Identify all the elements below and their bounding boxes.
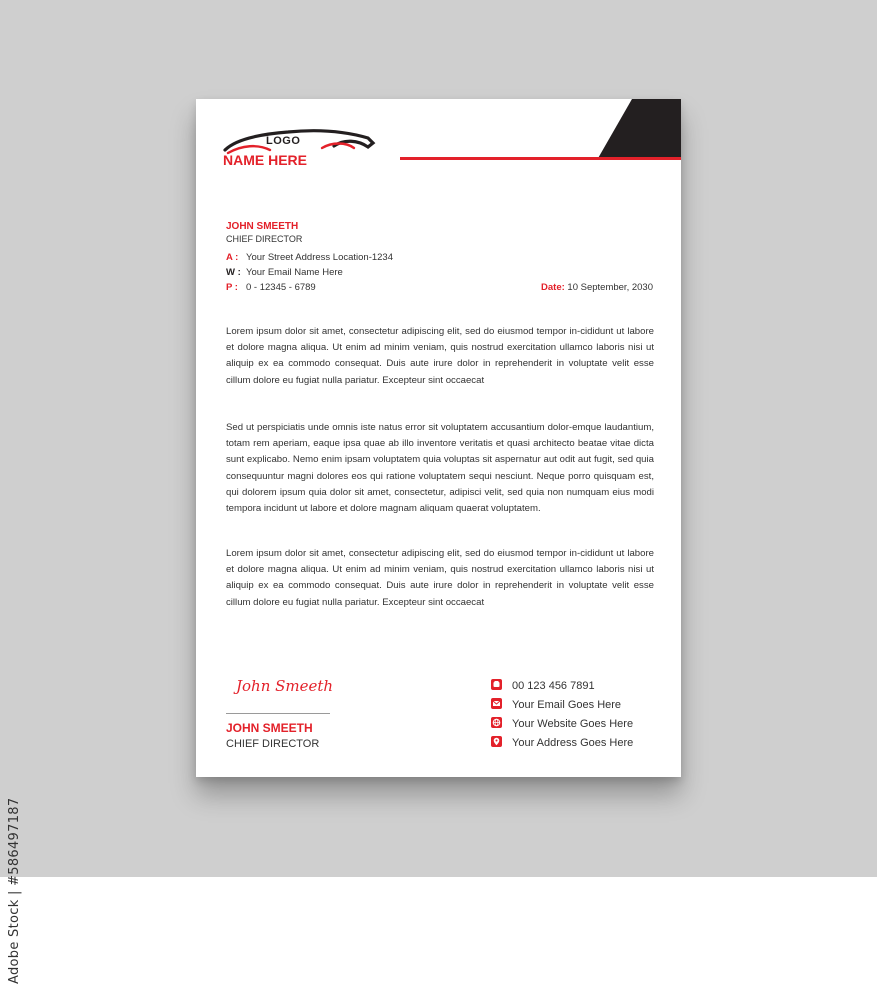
sender-title: CHIEF DIRECTOR: [226, 234, 303, 244]
contact-address: [491, 736, 633, 749]
contact-phone-text: 00 123 456 7891: [512, 680, 595, 692]
sender-name: JOHN SMEETH: [226, 221, 299, 232]
contact-phone: [491, 679, 595, 692]
phone-value: 0 - 12345 - 6789: [246, 282, 316, 293]
body-paragraph: Sed ut perspiciatis unde omnis iste natus error sit voluptatem accusantium dolor-emque laudantium, totam rem aperiam, eaque ipsa quae ab illo inventore veritatis et quasi architecto beatae vitae dicta sunt explicabo. Nemo enim ipsam voluptatem quia voluptas sit aspernatur aut odit aut fugit, sed quia consequuntur magni dolores eos qui ratione voluptatem sequi nesciunt. Neque porro quisquam est, qui dolorem ipsum quia dolor sit amet, consectetur, adipisci velit, sed quia non numquam eius modi tempora incidunt ut labore et dolore magnam aliquam quaerat voluptatem.: [226, 422, 654, 515]
web-value: Your Email Name Here: [246, 267, 343, 278]
contact-website-text: Your Website Goes Here: [512, 718, 634, 730]
address-row: [226, 252, 393, 263]
location-pin-icon: [491, 736, 502, 747]
web-row: [226, 267, 343, 278]
logo-top-text: LOGO: [266, 135, 301, 147]
signature-name: JOHN SMEETH: [226, 721, 313, 735]
address-key: A :: [226, 252, 239, 263]
header-corner-shape: [597, 99, 681, 160]
letter-date: [541, 282, 653, 293]
web-key: W :: [226, 267, 241, 278]
contact-address-text: Your Address Goes Here: [512, 737, 634, 749]
contact-email-text: Your Email Goes Here: [512, 699, 622, 711]
phone-key: P :: [226, 282, 238, 293]
stock-id-label: Adobe Stock | #586497187: [7, 797, 22, 984]
logo-name-text: NAME HERE: [223, 152, 308, 168]
signature-line: [226, 713, 330, 714]
address-value: Your Street Address Location-1234: [246, 252, 393, 263]
signature-title: CHIEF DIRECTOR: [226, 738, 320, 750]
phone-icon: [491, 679, 502, 690]
letterhead-sheet: [196, 99, 681, 777]
handwritten-signature: John Smeeth: [236, 677, 334, 695]
header-accent-line: [400, 157, 681, 160]
body-paragraph: Lorem ipsum dolor sit amet, consectetur adipiscing elit, sed do eiusmod tempor in-cididunt ut labore et dolore magna aliqua. Ut enim ad minim veniam, quis nostrud exercitation ullamco laboris nisi ut aliquip ex ea commodo consequat. Duis aute irure dolor in reprehenderit in voluptate velit esse cillum dolore eu fugiat nulla pariatur. Excepteur sint occaecat: [226, 548, 654, 608]
contact-website: [491, 717, 633, 730]
date-value: 10 September, 2030: [567, 282, 653, 293]
date-label: Date:: [541, 282, 565, 293]
globe-icon: [491, 717, 502, 728]
email-icon: [491, 698, 502, 709]
body-paragraph: Lorem ipsum dolor sit amet, consectetur adipiscing elit, sed do eiusmod tempor in-cididunt ut labore et dolore magna aliqua. Ut enim ad minim veniam, quis nostrud exercitation ullamco laboris nisi ut aliquip ex ea commodo consequat. Duis aute irure dolor in reprehenderit in voluptate velit esse cillum dolore eu fugiat nulla pariatur. Excepteur sint occaecat: [226, 326, 654, 386]
company-logo: [222, 126, 377, 172]
phone-row: [226, 282, 316, 293]
contact-email: [491, 698, 621, 711]
